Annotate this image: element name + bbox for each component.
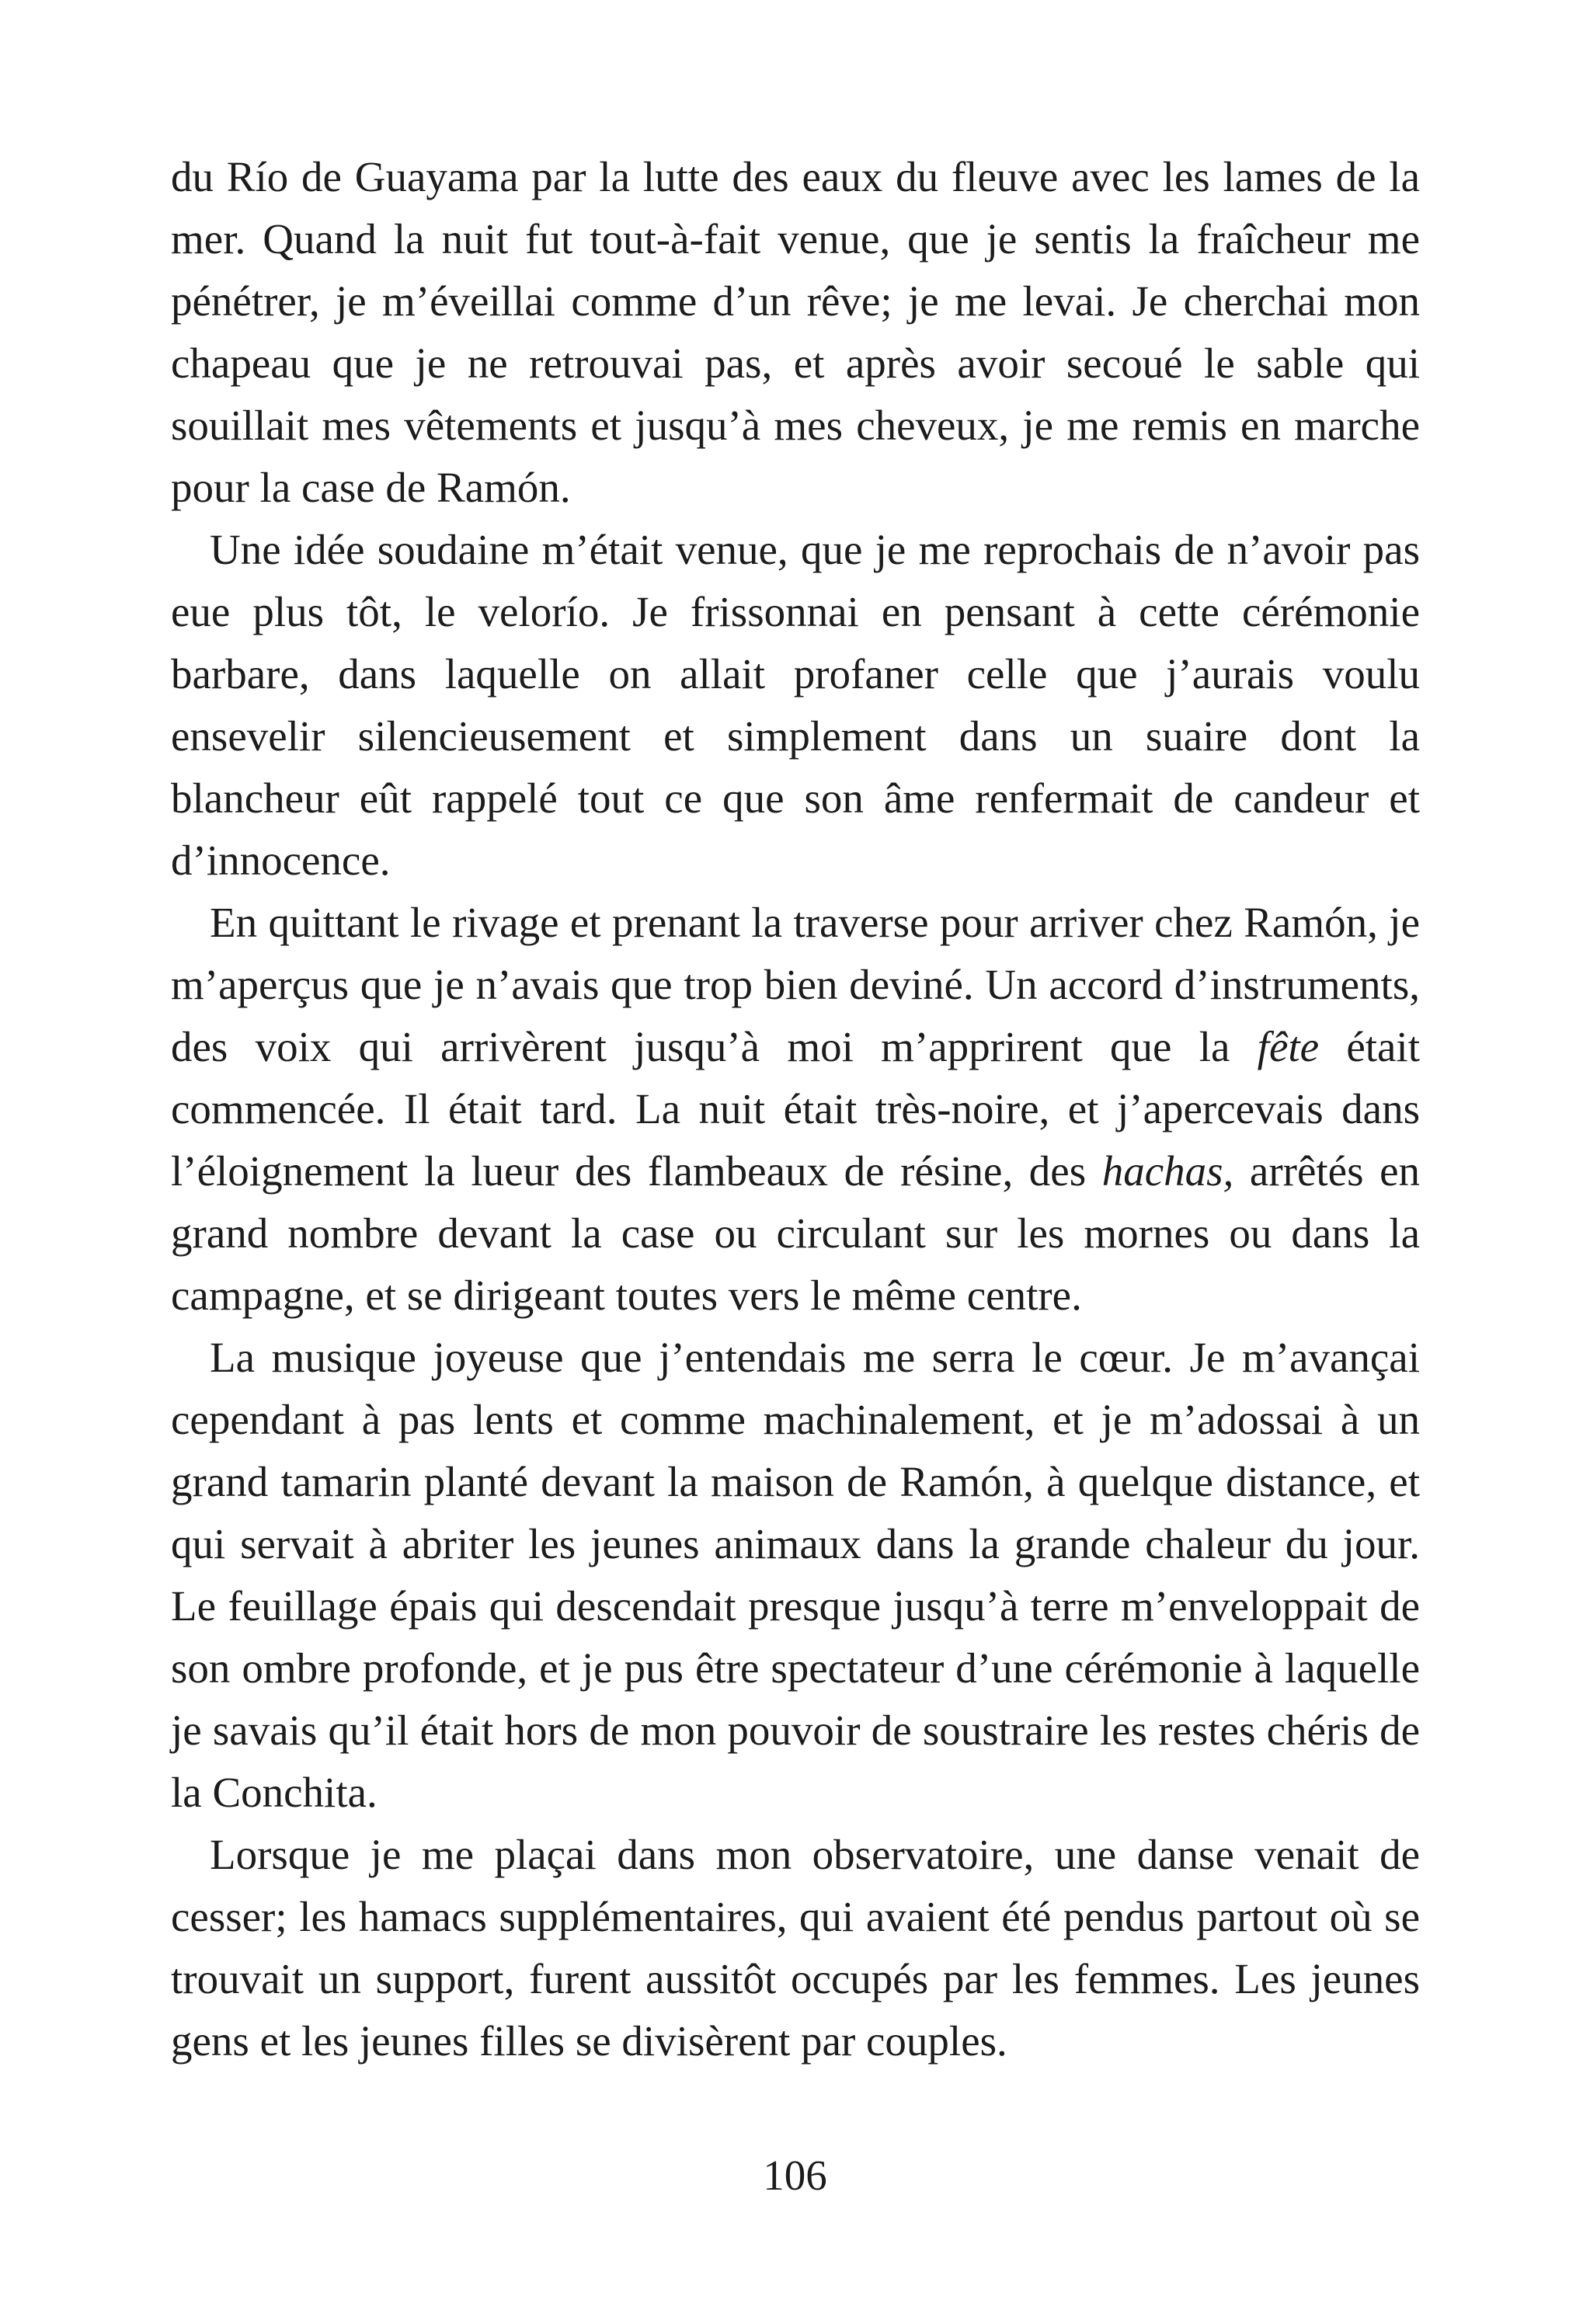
italic-word-fete: fête: [1257, 1023, 1320, 1070]
body-text: [171, 146, 1420, 2072]
paragraph-1-text: du Río de Guayama par la lutte des eaux du fleuve avec les lames de la mer. Quand la nuit fut tout-à-fait venue, que je sentis la fraîcheur me pénétrer, je m’éveillai comme d’un rêve; je me levai. Je cherchai mon chapeau que je ne retrouvai pas, et après avoir secoué le sable qui souillait mes vêtements et jusqu’à mes cheveux, je me remis en marche pour la case de Ramón.: [171, 153, 1420, 511]
paragraph-2: [171, 519, 1420, 892]
paragraph-4: [171, 1327, 1420, 1824]
paragraph-5-text: Lorsque je me plaçai dans mon observatoire, une danse venait de cesser; les hamacs supplémentaires, qui avaient été pendus partout où se trouvait un support, furent aussitôt occupés par les femmes. Les jeunes gens et les jeunes filles se divisèrent par couples.: [171, 1831, 1420, 2065]
paragraph-4-text: La musique joyeuse que j’entendais me serra le cœur. Je m’avançai cependant à pas lents et comme machinalement, et je m’adossai à un grand tamarin planté devant la maison de Ramón, à quelque distance, et qui servait à abriter les jeunes animaux dans la grande chaleur du jour. Le feuillage épais qui descendait presque jusqu’à terre m’enveloppait de son ombre profonde, et je pus être spectateur d’une cérémonie à laquelle je savais qu’il était hors de mon pouvoir de soustraire les restes chéris de la Conchita.: [171, 1334, 1420, 1816]
italic-word-hachas: hachas,: [1101, 1147, 1234, 1195]
paragraph-3-text-a: En quittant le rivage et prenant la traverse pour arriver chez Ramón, je m’aperçus que je n’avais que trop bien deviné. Un accord d’instruments, des voix qui arrivèrent jusqu’à moi m’apprirent que la: [171, 899, 1420, 1070]
page-number: 106: [763, 2152, 827, 2199]
paragraph-3-text-c: arrêtés en grand nombre devant la case ou circulant sur les mornes ou dans la campagne, et se dirigeant toutes vers le même centre.: [171, 1147, 1420, 1319]
paragraph-1: [171, 146, 1420, 519]
paragraph-2-text: Une idée soudaine m’était venue, que je me reprochais de n’avoir pas eue plus tôt, le velorío. Je frissonnai en pensant à cette cérémonie barbare, dans laquelle on allait profaner celle que j’aurais voulu ensevelir silencieusement et simplement dans un suaire dont la blancheur eût rappelé tout ce que son âme renfermait de candeur et d’innocence.: [171, 526, 1420, 884]
paragraph-3-text-b: était commencée. Il était tard. La nuit était très-noire, et j’apercevais dans l’éloignement la lueur des flambeaux de résine, des: [171, 1023, 1420, 1195]
paragraph-3: [171, 892, 1420, 1327]
paragraph-5: [171, 1824, 1420, 2072]
